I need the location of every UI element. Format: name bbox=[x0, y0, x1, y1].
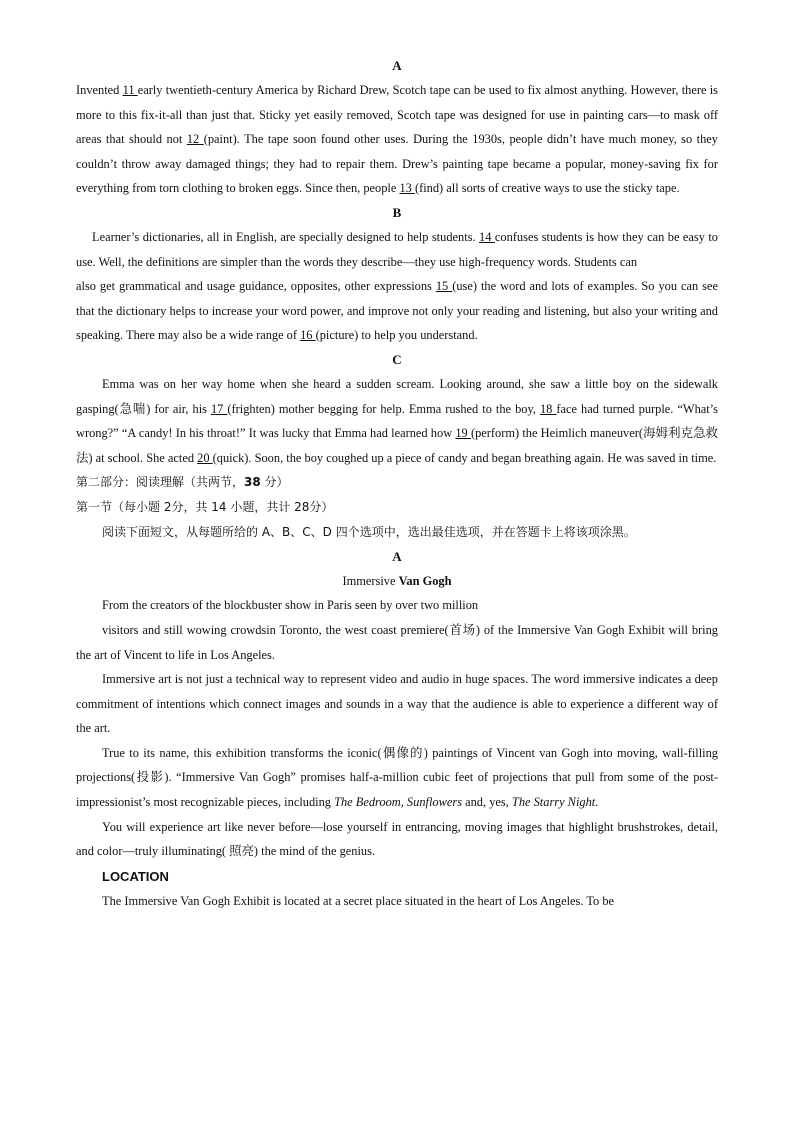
reading-paragraph-6: The Immersive Van Gogh Exhibit is located at a secret place situated in the heart of Los Angeles. To be bbox=[102, 893, 615, 908]
text-run: (picture) to help you understand. bbox=[315, 328, 478, 343]
reading-paragraph-3: Immersive art is not just a technical way to represent video and audio in huge spaces. The word immersive indicates a deep commitment of intentions which connect images and sounds in a way that the audience is able to experience a different way of the art. bbox=[76, 672, 718, 736]
text-run: (frighten) mother begging for help. Emma rushed to the boy, bbox=[227, 401, 540, 416]
text-run: (perform) the Heimlich maneuver(海姆利克急救法) at school. She acted bbox=[76, 426, 718, 465]
blank-12: 12 bbox=[186, 132, 204, 147]
reading-a-heading: A bbox=[392, 549, 402, 565]
text-run: early twentieth-century America by Richard Drew, Scotch tape can be used to fix almost anything. However, there is more to this fix-it-all than just that. Sticky yet easily removed, Scotch tape was designed for use in painting cars—to mask off areas that should not bbox=[76, 83, 718, 147]
section-a-heading: A bbox=[392, 58, 402, 73]
blank-11: 11 bbox=[122, 83, 138, 97]
text-run: 38 bbox=[244, 475, 261, 490]
blank-13: 13 bbox=[399, 181, 415, 196]
blank-15: 15 bbox=[435, 279, 453, 294]
text-run: Van Gogh bbox=[398, 574, 452, 589]
section-c-heading: C bbox=[392, 351, 402, 367]
text-run: confuses students is how they can be easy to use. Well, the definitions are simpler than the words they describe—they use high-frequency words. Students can bbox=[76, 229, 719, 269]
text-run: (quick). Soon, the boy coughed up a piece of candy and began breathing again. He was saved in time. bbox=[212, 450, 717, 465]
text-run: Invented bbox=[76, 83, 123, 97]
location-heading: LOCATION bbox=[102, 868, 169, 884]
text-run: The Bedroom, Sunflowers bbox=[334, 795, 463, 810]
part2-subtitle: 第一节（每小题 2分，共 14 小题，共计 28分） bbox=[76, 500, 334, 515]
blank-20: 20 bbox=[197, 450, 213, 465]
section-c-paragraph bbox=[76, 372, 718, 470]
text-run: face had turned purple. “What’s wrong?” “A candy! In his throat!” It was lucky that Emma had learned how bbox=[76, 401, 718, 441]
text-run: 第二部分：阅读理解（共两节， bbox=[76, 475, 245, 490]
part2-title bbox=[76, 470, 718, 495]
text-run: True to its name, this exhibition transforms the iconic(偶像的) paintings of Vincent van Gogh into moving, wall-filling projections(投影). “Immersive Van Gogh” promises half-a-million cubic feet of projections that pull from some of the post-impressionist’s most recognizable pieces, including bbox=[76, 745, 718, 810]
text-run: (use) the word and lots of examples. So you can see that the dictionary helps to increase your word power, and improve not only your reading and listening, but also your writing and speaking. There may also be a wide range of bbox=[76, 279, 718, 343]
part2-instruction: 阅读下面短文，从每题所给的 A、B、C、D 四个选项中，选出最佳选项，并在答题卡上将该项涂黑。 bbox=[102, 525, 636, 540]
text-run: . bbox=[595, 795, 599, 810]
text-run: (paint). The tape soon found other uses. During the 1930s, people didn’t have much money, so they couldn’t throw away damaged things; they had to repair them. Drew’s painting tape became a popular, money-saving fix for everything from torn clothing to broken eggs. Since then, people bbox=[76, 132, 718, 196]
document-page bbox=[76, 54, 718, 913]
text-run: (find) all sorts of creative ways to use the sticky tape. bbox=[414, 181, 680, 196]
reading-paragraph-2: visitors and still wowing crowdsin Toronto, the west coast premiere(首场) of the Immersive Van Gogh Exhibit will bring the art of Vincent to life in Los Angeles. bbox=[76, 622, 718, 662]
reading-paragraph-1: From the creators of the blockbuster show in Paris seen by over two million bbox=[102, 598, 479, 613]
blank-18: 18 bbox=[539, 401, 557, 416]
blank-17: 17 bbox=[210, 401, 228, 416]
blank-16: 16 bbox=[300, 328, 316, 343]
reading-paragraph-4 bbox=[76, 741, 718, 815]
text-run: and, yes, bbox=[462, 795, 512, 810]
text-run: Immersive bbox=[342, 574, 399, 589]
text-run: Learner’s dictionaries, all in English, are specially designed to help students. bbox=[92, 229, 480, 244]
section-a-paragraph bbox=[76, 78, 718, 201]
blank-19: 19 bbox=[455, 426, 471, 441]
section-b-paragraph-1 bbox=[76, 225, 718, 274]
text-run: 分） bbox=[260, 475, 289, 490]
text-run: also get grammatical and usage guidance, opposites, other expressions bbox=[76, 279, 436, 294]
blank-14: 14 bbox=[479, 229, 495, 244]
reading-title bbox=[76, 569, 718, 593]
section-b-heading: B bbox=[392, 204, 402, 220]
text-run: The Starry Night bbox=[511, 795, 596, 810]
reading-paragraph-5: You will experience art like never before—lose yourself in entrancing, moving images that highlight brushstrokes, detail, and color—truly illuminating( 照亮) the mind of the genius. bbox=[76, 819, 718, 859]
text-run: Emma was on her way home when she heard a sudden scream. Looking around, she saw a little boy on the sidewalk gasping(急喘) for air, his bbox=[76, 376, 718, 416]
section-b-paragraph-2 bbox=[76, 274, 718, 348]
